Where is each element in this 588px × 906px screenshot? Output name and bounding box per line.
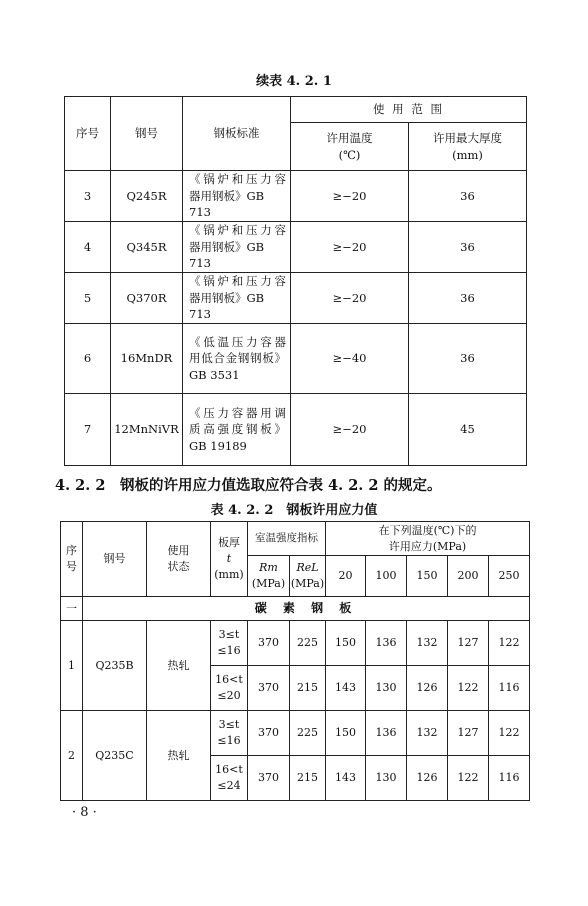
page-number: · 8 · [72,805,97,820]
header-temp: 20 [326,556,366,597]
header-grade: 钢号 [83,522,147,597]
header-temp: 250 [489,556,530,597]
table-row: 1 Q235B 热轧 3≤t ≤16 370 225 150 136 132 127 122 [61,621,530,666]
table-row: 3 Q245R 《锅炉和压力容 器用钢板》GB 713 ≥−20 36 [65,171,527,222]
header-temp: 150 [407,556,448,597]
table-row: 16<t ≤20 370 215 143 130 126 122 116 [61,666,530,711]
header-standard: 钢板标准 [183,97,291,171]
table-caption: 表 4. 2. 2 钢板许用应力值 [210,503,378,518]
clause-heading: 4. 2. 2 钢板的许用应力值选取应符合表 4. 2. 2 的规定。 [55,477,442,494]
header-thickness: 板厚 t (mm) [211,522,248,597]
header-allowed-temp: 许用温度 (℃) [291,123,409,171]
allowable-stress-table [60,521,530,801]
table-row: 6 16MnDR 《低温压力容器 用低合金钢钢板》 GB 3531 ≥−40 36 [65,324,527,394]
header-rel: ReL (MPa) [290,556,326,597]
table-row: 4 Q345R 《锅炉和压力容 器用钢板》GB 713 ≥−20 36 [65,222,527,273]
header-temp: 200 [448,556,489,597]
table-row: 5 Q370R 《锅炉和压力容 器用钢板》GB 713 ≥−20 36 [65,273,527,324]
table-caption-continued: 续表 4. 2. 1 [256,74,332,89]
header-no: 序号 [65,97,111,171]
header-temp: 100 [366,556,407,597]
table-row: 16<t ≤24 370 215 143 130 126 122 116 [61,756,530,801]
header-no: 序 号 [61,522,83,597]
header-grade: 钢号 [111,97,183,171]
table-row: 7 12MnNiVR 《压力容器用调 质高强度钢板》 GB 19189 ≥−20 45 [65,394,527,466]
table-row: 2 Q235C 热轧 3≤t ≤16 370 225 150 136 132 127 122 [61,711,530,756]
section-row: 一 碳 素 钢 板 [61,597,530,621]
header-state: 使用 状态 [147,522,211,597]
header-allowable-stress: 在下列温度(℃)下的 许用应力(MPa) [326,522,530,556]
header-rm: Rm (MPa) [248,556,290,597]
header-usage-range: 使 用 范 围 [291,97,527,123]
steel-plate-table-continued [64,96,527,466]
header-room-strength: 室温强度指标 [248,522,326,556]
header-max-thickness: 许用最大厚度 (mm) [409,123,527,171]
